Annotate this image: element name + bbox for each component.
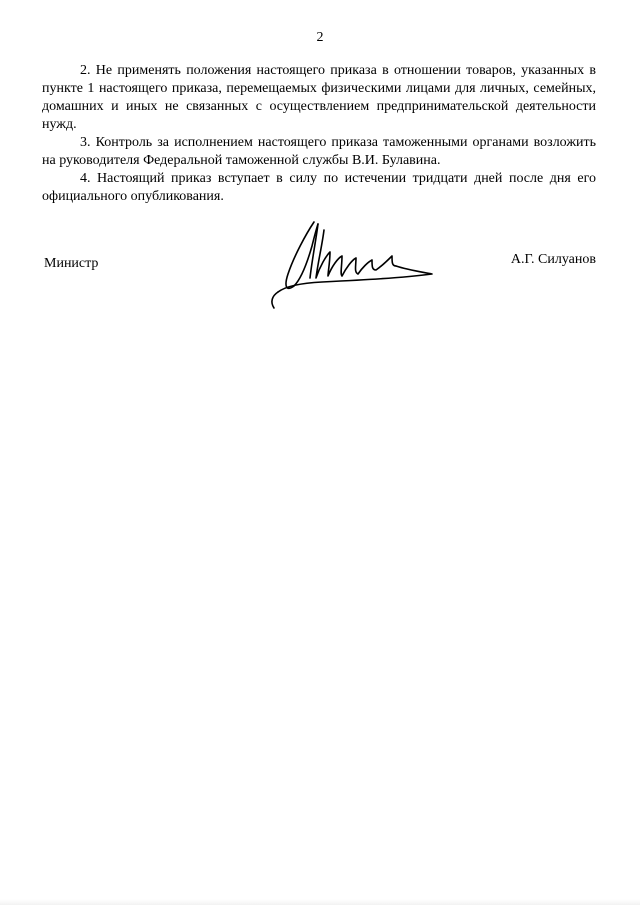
paragraph-3: 3. Контроль за исполнением настоящего приказа таможенными органами возложить на руководителя Федеральной таможенной службы В.И. Булавина.	[42, 135, 596, 168]
paragraph-4: 4. Настоящий приказ вступает в силу по истечении тридцати дней после дня его официального опубликования.	[42, 171, 596, 204]
paragraph-2: 2. Не применять положения настоящего приказа в отношении товаров, указанных в пункте 1 настоящего приказа, перемещаемых физическими лицами для личных, семейных, домашних и иных не связанных с осуществлением предпринимательской деятельности нужд.	[42, 63, 596, 132]
scan-edge	[0, 899, 640, 905]
signer-name: А.Г. Силуанов	[510, 252, 596, 267]
signer-title: Министр	[44, 256, 99, 271]
document-body	[42, 62, 596, 206]
handwritten-signature	[262, 216, 442, 312]
page-number: 2	[316, 30, 324, 45]
